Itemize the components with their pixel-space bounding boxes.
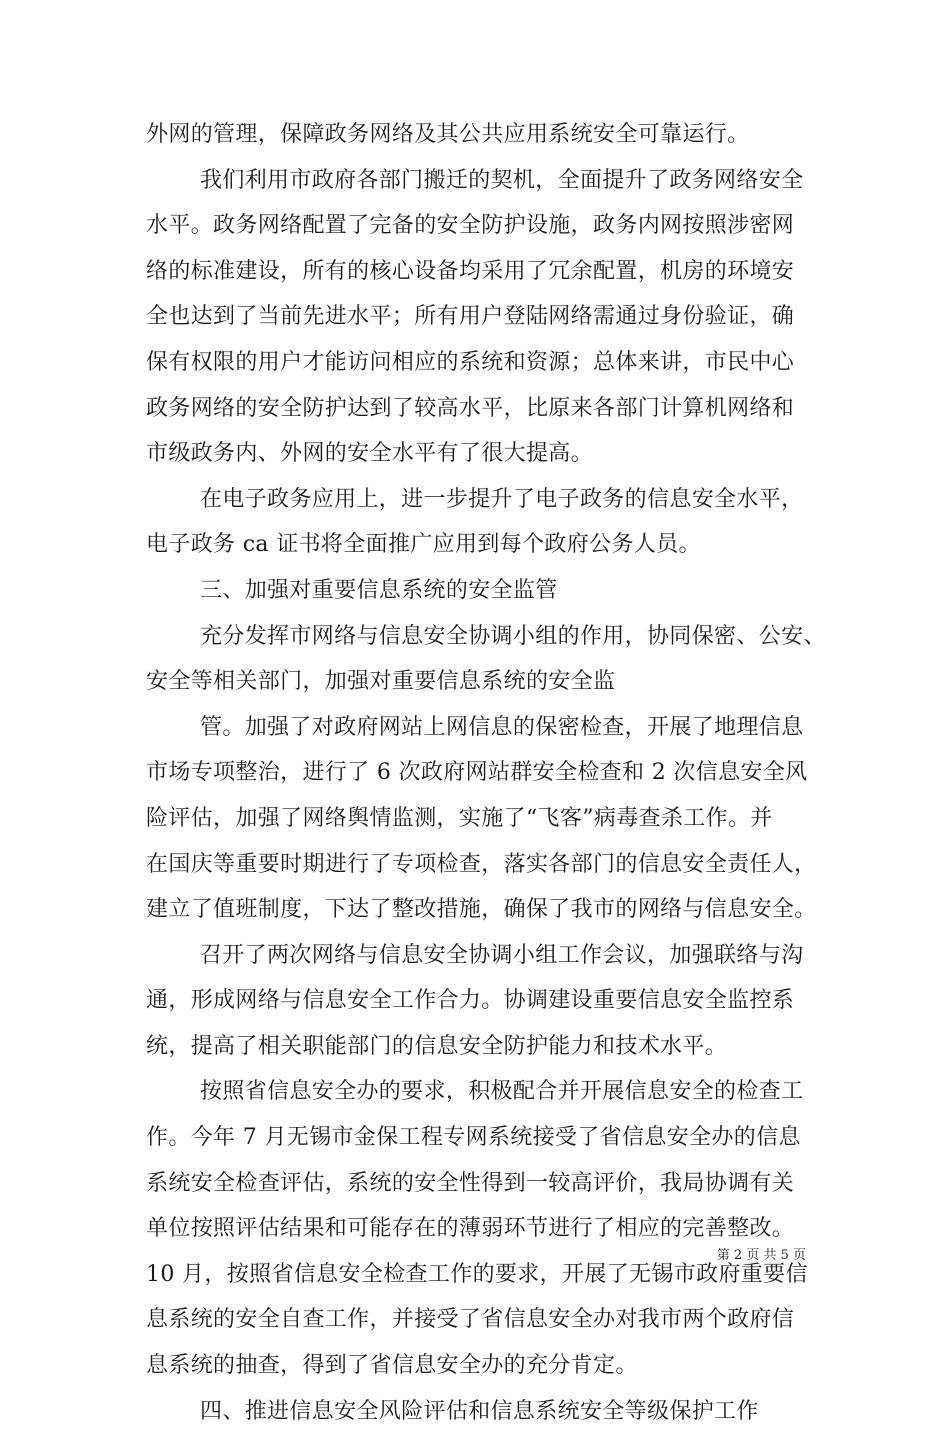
text-line: 在电子政务应用上，进一步提升了电子政务的信息安全水平， [200, 486, 804, 512]
text-line: 作。今年 7 月无锡市金保工程专网系统接受了省信息安全办的信息 [146, 1125, 801, 1151]
text-line: 系统安全检查评估，系统的安全性得到一较高评价，我局协调有关 [146, 1170, 795, 1196]
page-number: 第 2 页 共 5 页 [716, 1248, 806, 1263]
text-line: 10 月，按照省信息安全检查工作的要求，开展了无锡市政府重要信 [146, 1261, 808, 1287]
text-line: 市级政务内、外网的安全水平有了很大提高。 [146, 441, 594, 467]
text-line: 水平。政务网络配置了完备的安全防护设施，政务内网按照涉密网 [146, 213, 795, 239]
text-line: 通，形成网络与信息安全工作合力。协调建设重要信息安全监控系 [146, 988, 795, 1014]
text-line: 在国庆等重要时期进行了专项检查，落实各部门的信息安全责任人， [146, 851, 817, 877]
section-heading: 三、加强对重要信息系统的安全监管 [200, 577, 558, 603]
text-line: 息系统的安全自查工作，并接受了省信息安全办对我市两个政府信 [146, 1307, 795, 1333]
text-line: 外网的管理，保障政务网络及其公共应用系统安全可靠运行。 [146, 122, 750, 147]
text-line: 市场专项整治，进行了 6 次政府网站群安全检查和 2 次信息安全风 [146, 760, 808, 786]
text-line: 险评估，加强了网络舆情监测，实施了“飞客”病毒查杀工作。并 [146, 805, 773, 831]
text-line: 电子政务 ca 证书将全面推广应用到每个政府公务人员。 [146, 532, 701, 558]
document-body [146, 112, 826, 1434]
text-line: 政务网络的安全防护达到了较高水平，比原来各部门计算机网络和 [146, 395, 795, 421]
section-heading: 四、推进信息安全风险评估和信息系统安全等级保护工作 [200, 1398, 759, 1424]
text-line: 召开了两次网络与信息安全协调小组工作会议，加强联络与沟 [200, 942, 804, 968]
text-line: 单位按照评估结果和可能存在的薄弱环节进行了相应的完善整改。 [146, 1216, 795, 1242]
text-line: 息系统的抽查，得到了省信息安全办的充分肯定。 [146, 1353, 638, 1379]
text-line: 充分发挥市网络与信息安全协调小组的作用，协同保密、公安、 [200, 623, 826, 649]
text-line: 安全等相关部门，加强对重要信息系统的安全监 [146, 669, 616, 695]
text-line: 管。加强了对政府网站上网信息的保密检查，开展了地理信息 [200, 714, 804, 740]
text-line: 我们利用市政府各部门搬迁的契机，全面提升了政务网络安全 [200, 167, 804, 193]
text-line: 建立了值班制度，下达了整改措施，确保了我市的网络与信息安全。 [146, 897, 817, 923]
text-line: 络的标准建设，所有的核心设备均采用了冗余配置，机房的环境安 [146, 258, 795, 284]
text-line: 全也达到了当前先进水平；所有用户登陆网络需通过身份验证，确 [146, 304, 795, 330]
text-line: 保有权限的用户才能访问相应的系统和资源；总体来讲，市民中心 [146, 349, 795, 375]
text-line: 按照省信息安全办的要求，积极配合并开展信息安全的检查工 [200, 1079, 804, 1105]
text-line: 统，提高了相关职能部门的信息安全防护能力和技术水平。 [146, 1033, 728, 1059]
